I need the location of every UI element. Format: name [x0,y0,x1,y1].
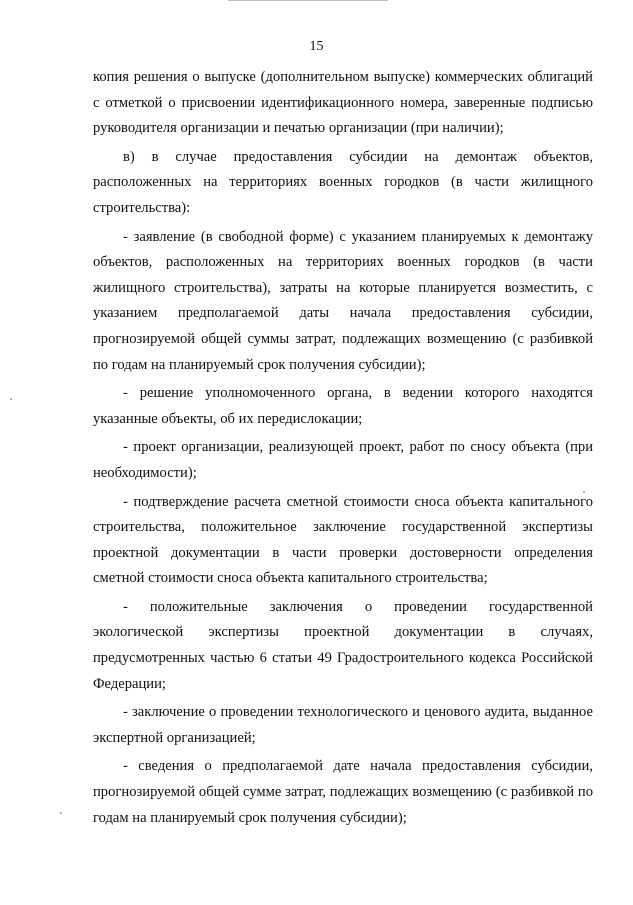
paragraph-5: - проект организации, реализующей проект, работ по сносу объекта (при необходимости); [93,439,593,481]
paragraph-9: - сведения о предполагаемой дате начала предоставления субсидии, прогнозируемой общей сумме затрат, подлежащих возмещению (с разбивкой по годам на планируемый срок получения субсидии); [93,758,593,826]
paragraph-4: - решение уполномоченного органа, в ведении которого находятся указанные объекты, об их передислокации; [93,385,593,427]
page-number: 15 [309,39,324,54]
paragraph-3: - заявление (в свободной форме) с указанием планируемых к демонтажу объектов, расположенных на территориях военных городков (в части жилищного строительства), затраты на которые планируется возместить, с указанием предполагаемой даты начала предоставления субсидии, прогнозируемой общей суммы затрат, подлежащих возмещению (с разбивкой по годам на планируемый срок получения субсидии); [93,228,593,373]
document-body [93,65,593,831]
paragraph-8: - заключение о проведении технологического и ценового аудита, выданное экспертной организацией; [93,704,593,746]
paragraph-7: - положительные заключения о проведении государственной экологической экспертизы проектной документации в случаях, предусмотренных частью 6 статьи 49 Градостроительного кодекса Российской Федерации; [93,598,593,692]
paragraph-2: в) в случае предоставления субсидии на демонтаж объектов, расположенных на территориях военных городков (в части жилищного строительства): [93,148,593,216]
scan-speck [60,812,62,814]
paragraph-6: - подтверждение расчета сметной стоимости сноса объекта капитального строительства, положительное заключение государственной экспертизы проектной документации в части проверки достоверности определения сметной стоимости сноса объекта капитального строительства; [93,493,593,587]
paragraph-1: копия решения о выпуске (дополнительном выпуске) коммерческих облигаций с отметкой о присвоении идентификационного номера, заверенные подписью руководителя организации и печатью организации (при наличии); [93,69,593,137]
scan-speck [10,398,12,400]
scan-speck [583,491,585,493]
scan-edge-line [228,0,388,1]
